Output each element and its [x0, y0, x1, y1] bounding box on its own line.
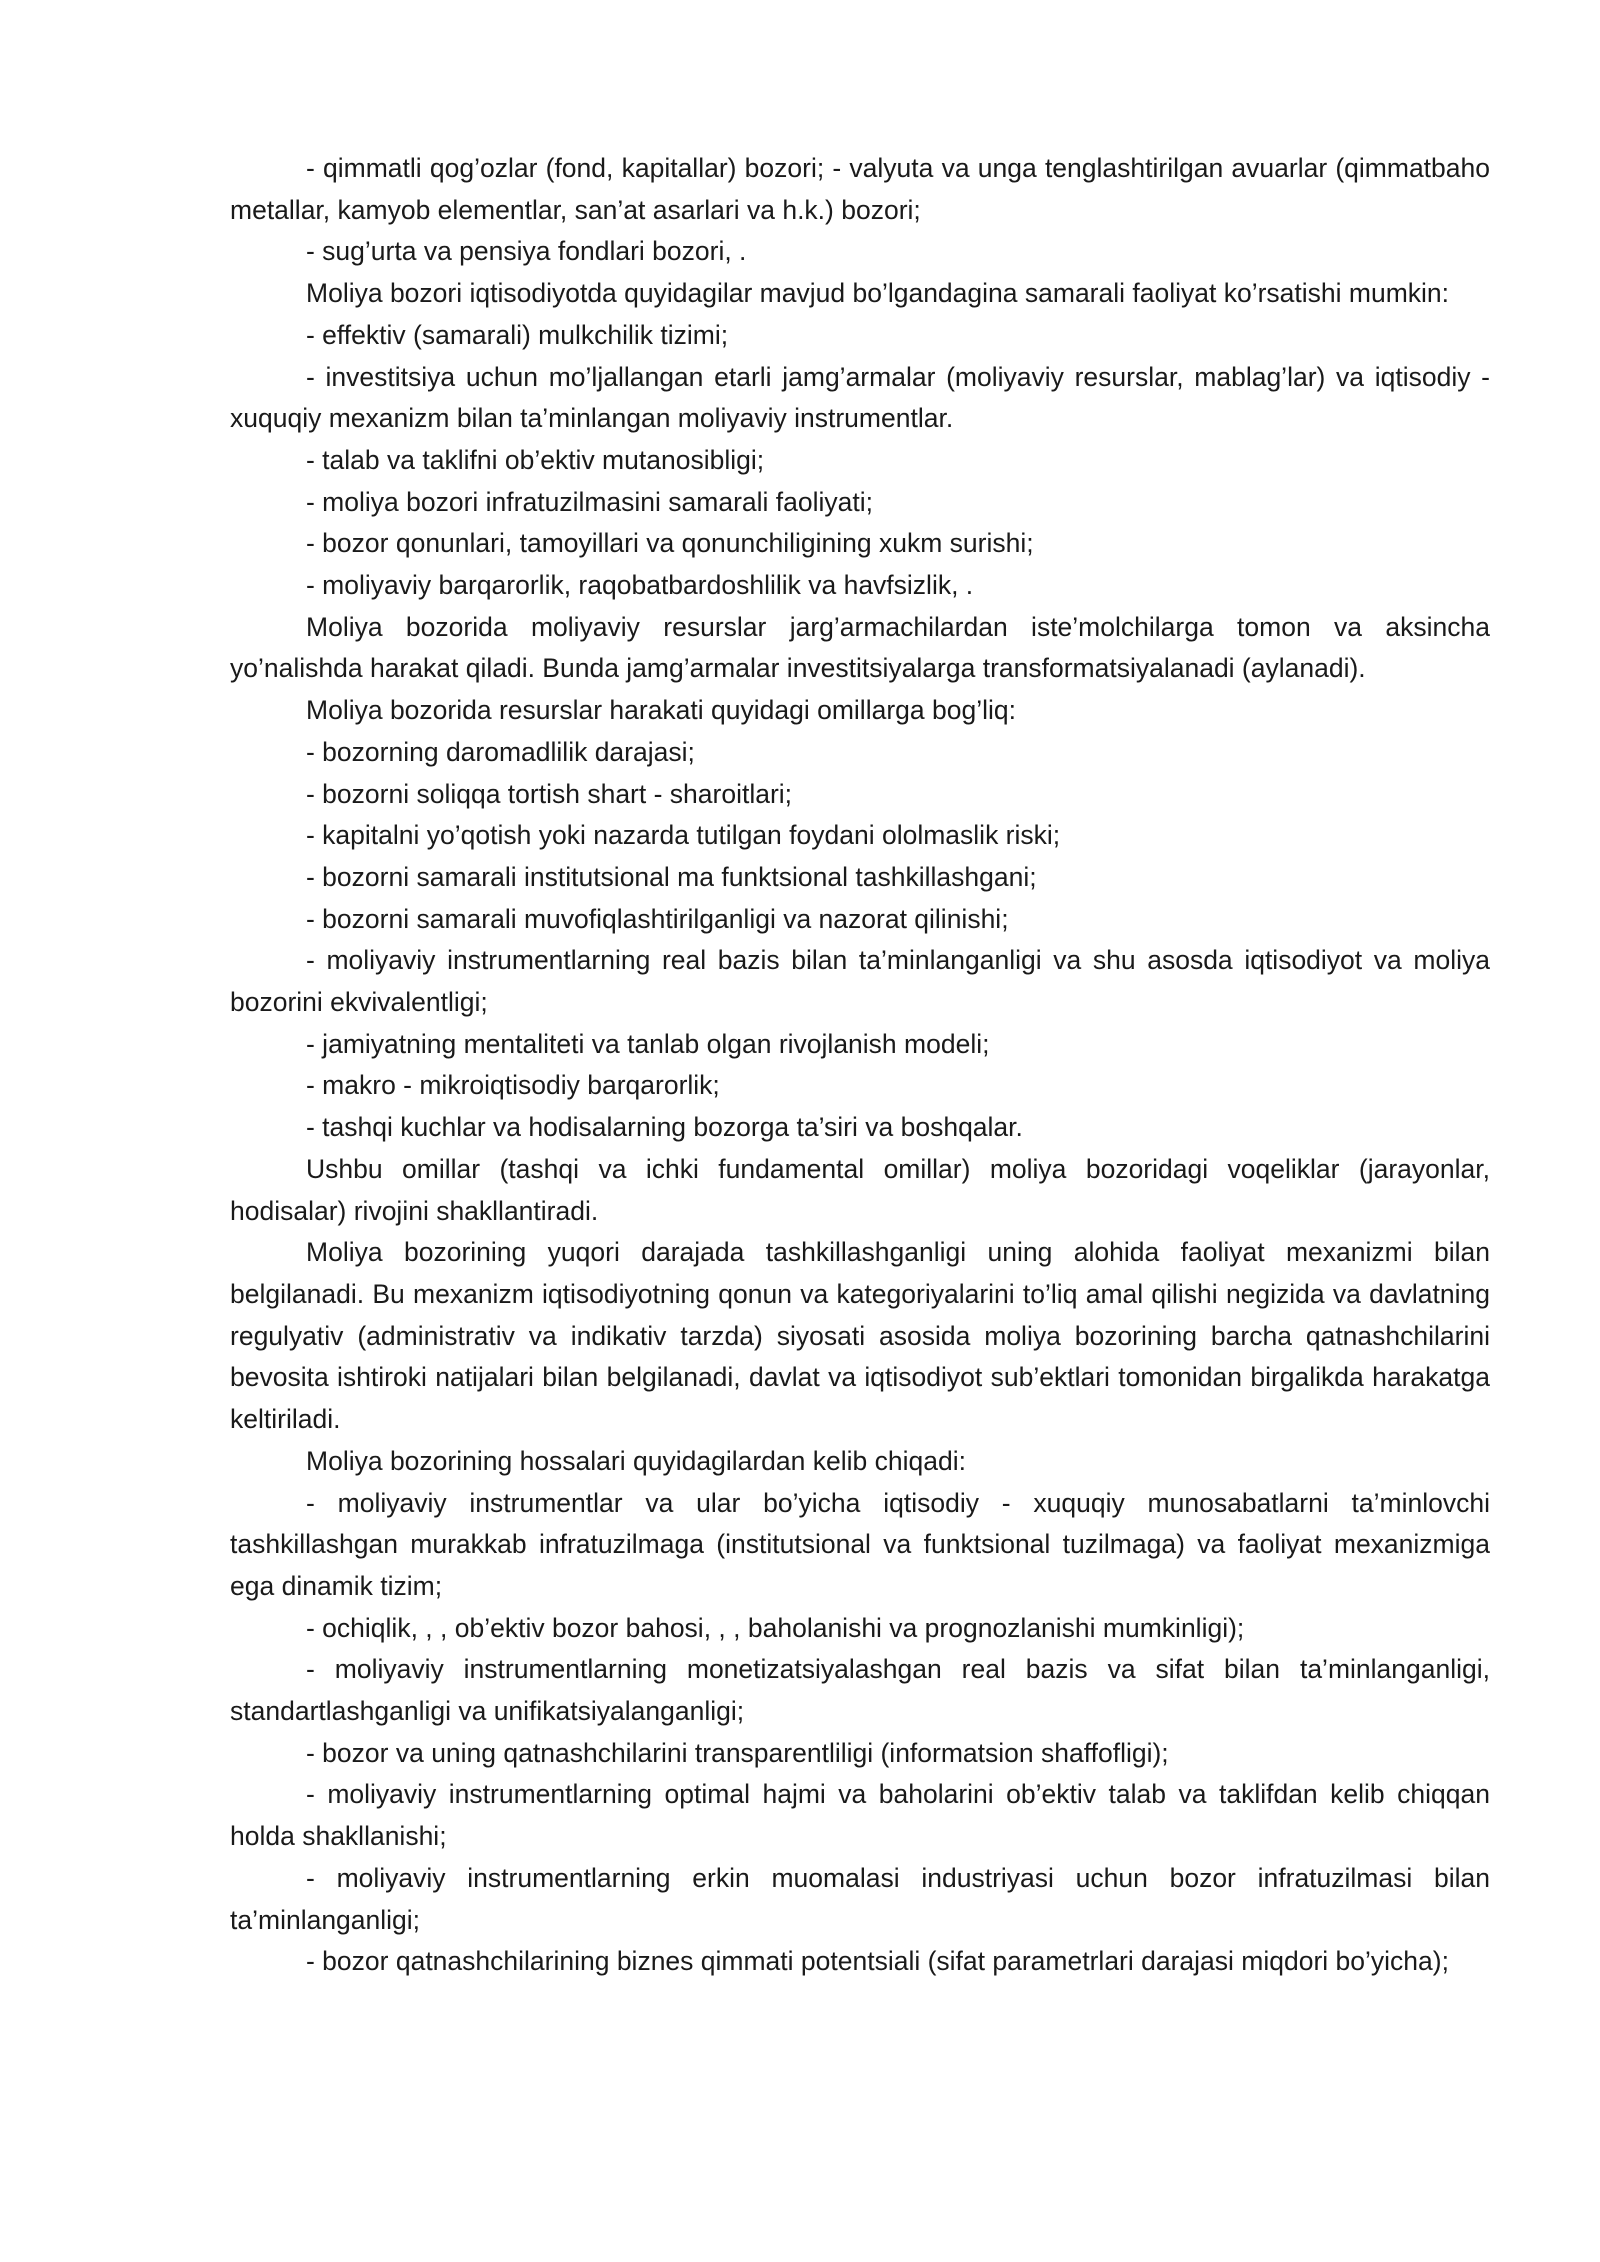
paragraph: - moliyaviy instrumentlarning real bazis bilan ta’minlanganligi va shu asosda iqtisodiyot va moliya bozorini ekvivalentligi; [230, 945, 1490, 1018]
paragraph: - moliyaviy instrumentlarning erkin muomalasi industriyasi uchun bozor infratuzilmasi bilan ta’minlanganligi; [230, 1862, 1490, 1935]
paragraph: - bozor qonunlari, tamoyillari va qonunchiligining xukm surishi; [306, 528, 1034, 559]
paragraph: - tashqi kuchlar va hodisalarning bozorga ta’siri va boshqalar. [306, 1112, 1023, 1143]
paragraph: - moliyaviy instrumentlarning monetizatsiyalashgan real bazis va sifat bilan ta’minlanganligi, standartlashganligi va unifikatsiyalanganligi; [230, 1654, 1490, 1727]
paragraph: - talab va taklifni ob’ektiv mutanosibligi; [306, 444, 765, 475]
paragraph: - bozor qatnashchilarining biznes qimmati potentsiali (sifat parametrlari darajasi miqdori bo’yicha); [306, 1946, 1449, 1977]
paragraph: - sug’urta va pensiya fondlari bozori, . [306, 236, 747, 267]
paragraph: - bozorni soliqqa tortish shart - sharoitlari; [306, 778, 793, 809]
paragraph: - bozor va uning qatnashchilarini transparentliligi (informatsion shaffofligi); [306, 1737, 1169, 1768]
paragraph: - moliyaviy barqarorlik, raqobatbardoshlilik va havfsizlik, . [306, 570, 974, 601]
paragraph: Moliya bozori iqtisodiyotda quyidagilar mavjud bo’lgandagina samarali faoliyat ko’rsatishi mumkin: [306, 278, 1450, 309]
paragraph: - moliyaviy instrumentlarning optimal hajmi va baholarini ob’ektiv talab va taklifdan kelib chiqqan holda shakllanishi; [230, 1779, 1490, 1852]
paragraph: Moliya bozorida moliyaviy resurslar jarg’armachilardan iste’molchilarga tomon va aksincha yo’nalishda harakat qiladi. Bunda jamg’armalar investitsiyalarga transformatsiyalanadi (aylanadi). [230, 611, 1490, 684]
paragraph: - jamiyatning mentaliteti va tanlab olgan rivojlanish modeli; [306, 1028, 990, 1059]
paragraph: - bozorning daromadlilik darajasi; [306, 736, 695, 767]
paragraph: - makro - mikroiqtisodiy barqarorlik; [306, 1070, 720, 1101]
document-page [230, 148, 1490, 1983]
paragraph: Moliya bozorida resurslar harakati quyidagi omillarga bog’liq: [306, 695, 1016, 726]
paragraph: Ushbu omillar (tashqi va ichki fundamental omillar) moliya bozoridagi voqeliklar (jarayonlar, hodisalar) rivojini shakllantiradi. [230, 1153, 1490, 1226]
paragraph: - moliyaviy instrumentlar va ular bo’yicha iqtisodiy - xuquqiy munosabatlarni ta’minlovchi tashkillashgan murakkab infratuzilmaga (institutsional va funktsional tuzilmaga) va faoliyat mexanizmiga ega dinamik tizim; [230, 1487, 1490, 1601]
paragraph: - qimmatli qog’ozlar (fond, kapitallar) bozori; - valyuta va unga tenglashtirilgan avuarlar (qimmatbaho metallar, kamyob elementlar, san’at asarlari va h.k.) bozori; [230, 153, 1490, 225]
paragraph: - ochiqlik, , , ob’ektiv bozor bahosi, , , baholanishi va prognozlanishi mumkinligi); [306, 1612, 1245, 1643]
paragraph: - effektiv (samarali) mulkchilik tizimi; [306, 319, 729, 350]
paragraph: - bozorni samarali muvofiqlashtirilganligi va nazorat qilinishi; [306, 903, 1009, 934]
paragraph: - investitsiya uchun mo’ljallangan etarli jamg’armalar (moliyaviy resurslar, mablag’lar) va iqtisodiy - xuquqiy mexanizm bilan ta’minlangan moliyaviy instrumentlar. [230, 361, 1490, 434]
paragraph: Moliya bozorining yuqori darajada tashkillashganligi uning alohida faoliyat mexanizmi bilan belgilanadi. Bu mexanizm iqtisodiyotning qonun va kategoriyalarini to’liq amal qilishi negizida va davlatning regulyativ (administrativ va indikativ tarzda) siyosati asosida moliya bozorining barcha qatnashchilarini bevosita ishtiroki natijalari bilan belgilanadi, davlat va iqtisodiyot sub’ektlari tomonidan birgalikda harakatga keltiriladi. [230, 1237, 1490, 1435]
paragraph: - moliya bozori infratuzilmasini samarali faoliyati; [306, 486, 873, 517]
paragraph: - kapitalni yo’qotish yoki nazarda tutilgan foydani ololmaslik riski; [306, 820, 1061, 851]
paragraph: - bozorni samarali institutsional ma funktsional tashkillashgani; [306, 861, 1037, 892]
paragraph: Moliya bozorining hossalari quyidagilardan kelib chiqadi: [306, 1445, 966, 1476]
